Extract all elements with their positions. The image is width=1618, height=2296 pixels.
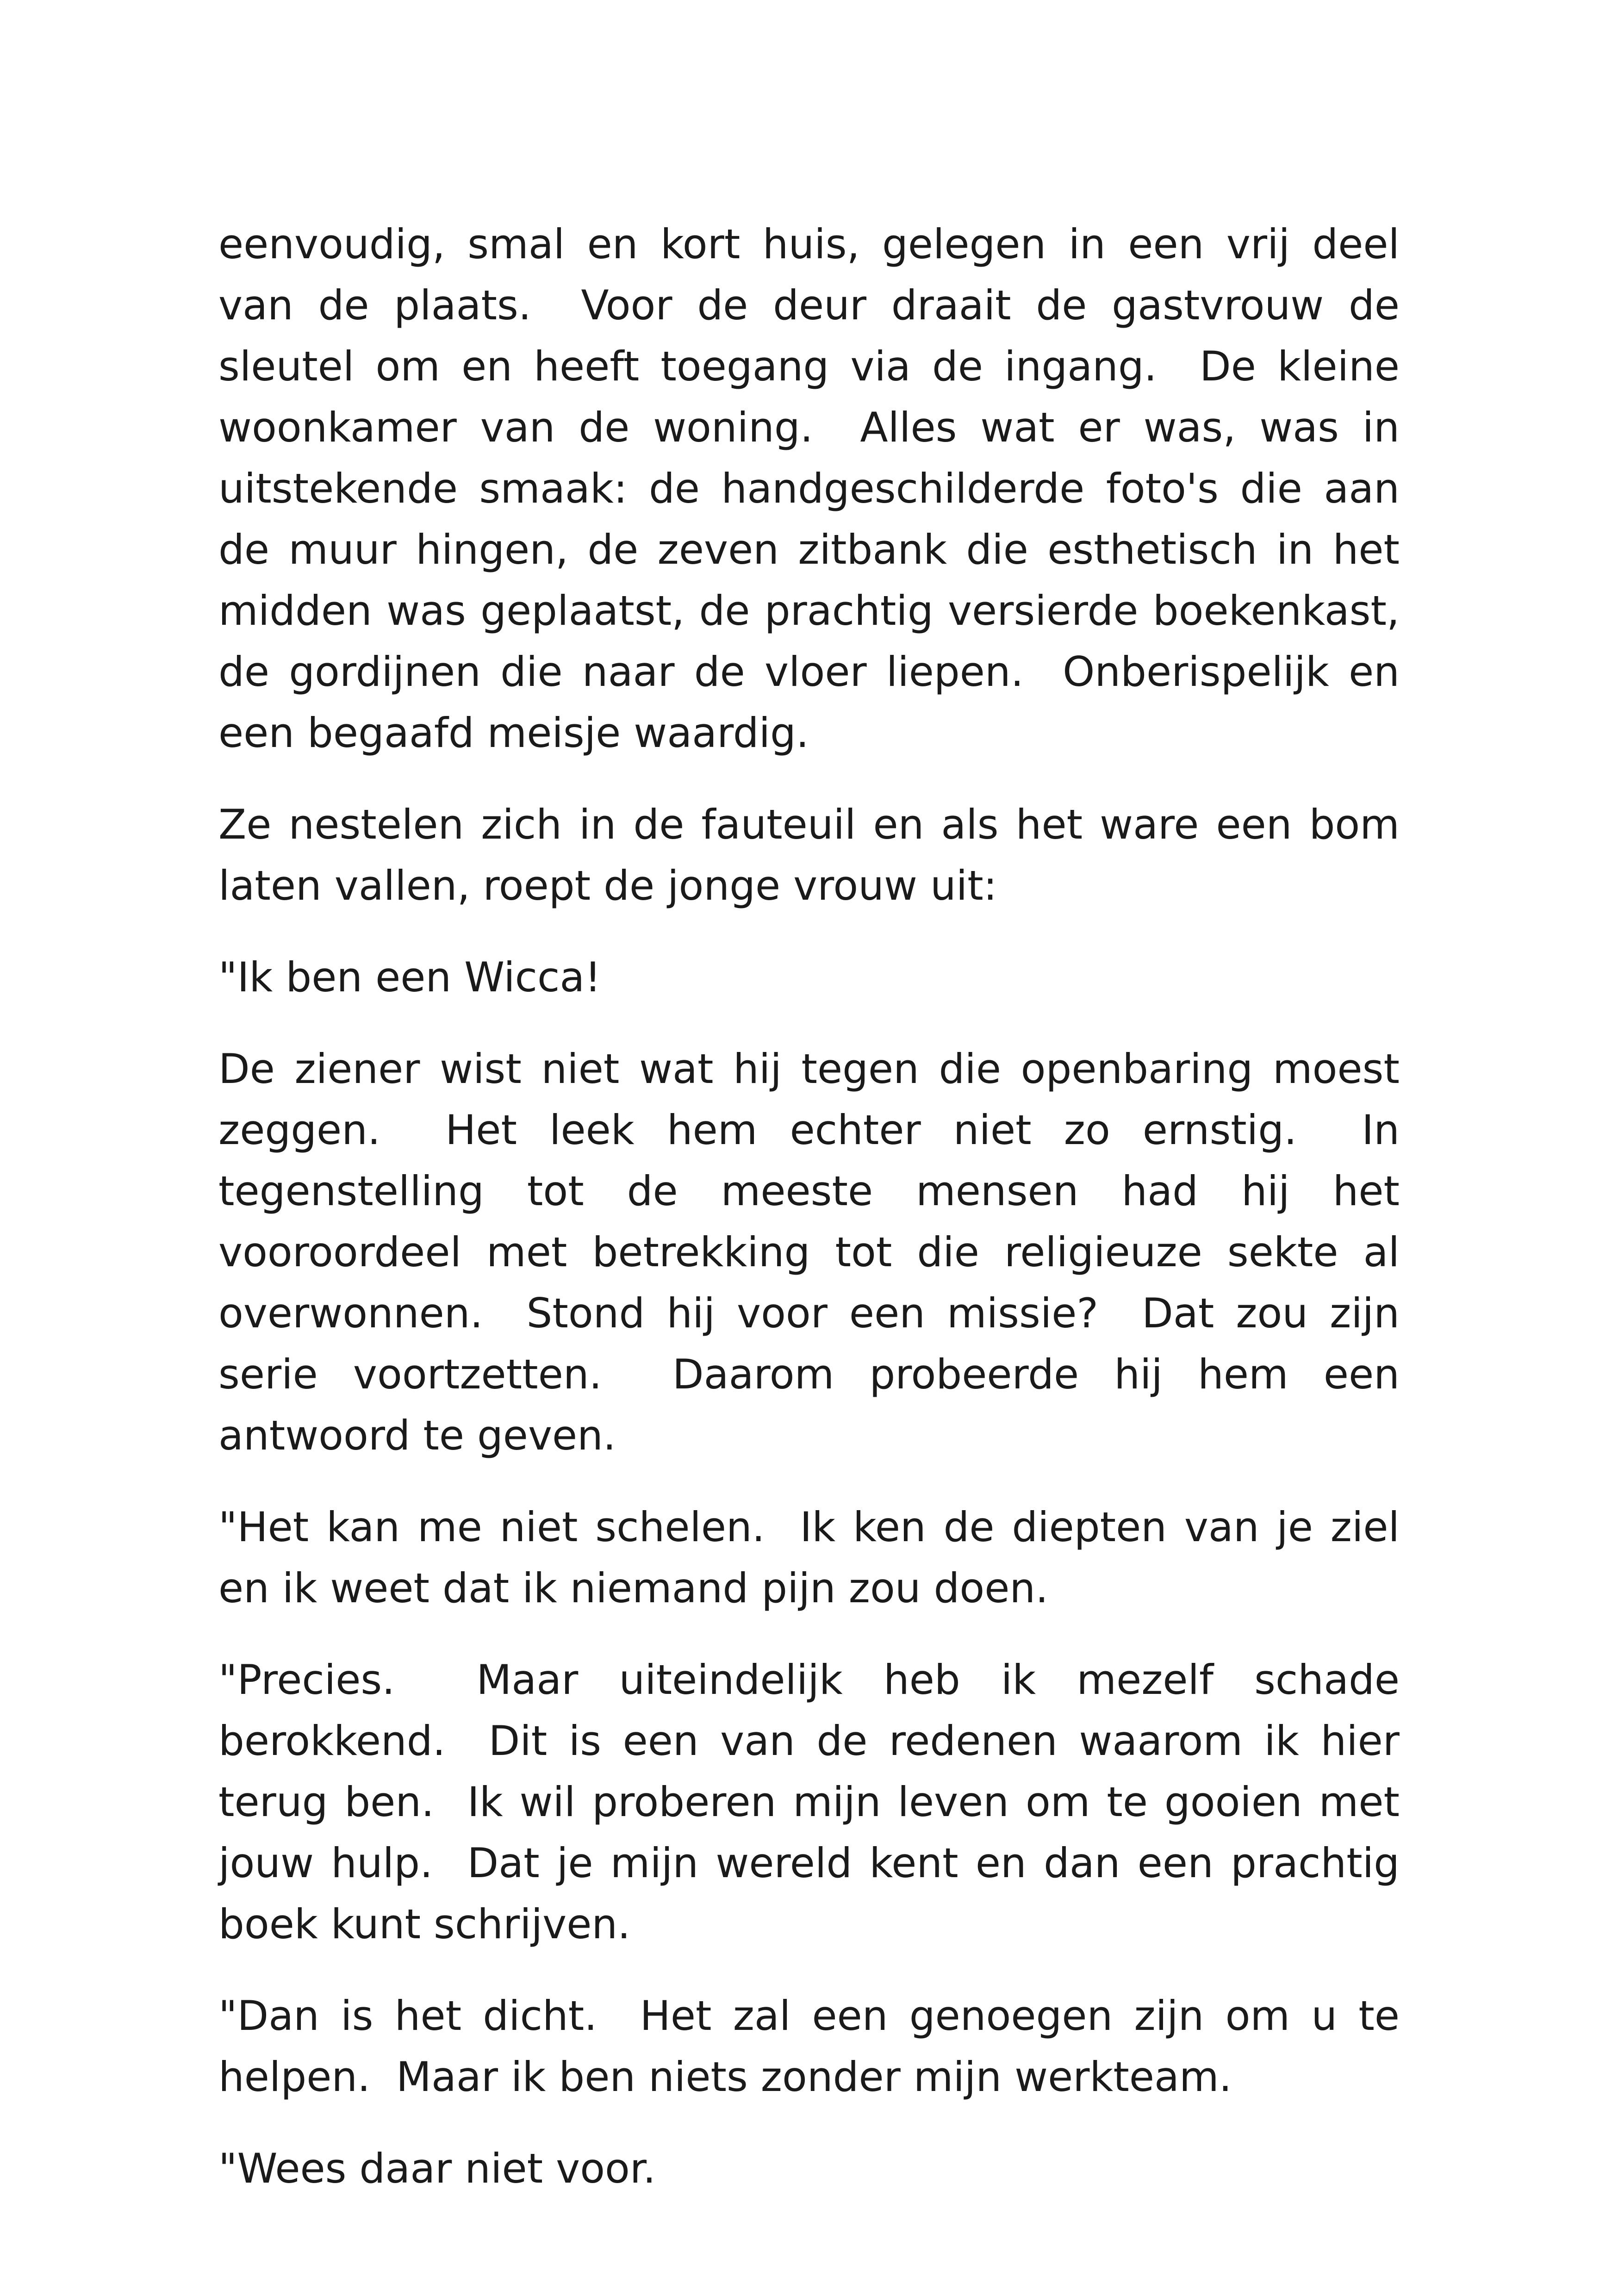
paragraph-precisely: "Precies. Maar uiteindelijk heb ik mezelf schade berokkend. Dit is een van de redenen waarom ik hier terug ben. Ik wil proberen mijn leven om te gooien met jouw hulp. Dat je mijn wereld kent en dan een prachtig boek kunt schrijven. <box>218 1656 1413 1948</box>
paragraph-dont-care: "Het kan me niet schelen. Ik ken de diepten van je ziel en ik weet dat ik niemand pijn zou doen. <box>218 1503 1413 1612</box>
paragraph-house-description: eenvoudig, smal en kort huis, gelegen in een vrij deel van de plaats. Voor de deur draait de gastvrouw de sleutel om en heeft toegang via de ingang. De kleine woonkamer van de woning. Alles wat er was, was in uitstekende smaak: de handgeschilderde foto's die aan de muur hingen, de zeven zitbank die esthetisch in het midden was geplaatst, de prachtig versierde boekenkast, de gordijnen die naar de vloer liepen. Onberispelijk en een begaafd meisje waardig. <box>218 220 1413 757</box>
paragraph-dont-worry: "Wees daar niet voor. <box>218 2145 656 2192</box>
paragraph-nestle: Ze nestelen zich in de fauteuil en als het ware een bom laten vallen, roept de jonge vrouw uit: <box>218 801 1413 909</box>
paragraph-closed: "Dan is het dicht. Het zal een genoegen zijn om u te helpen. Maar ik ben niets zonder mijn werkteam. <box>218 1992 1413 2101</box>
paragraph-wicca: "Ik ben een Wicca! <box>218 953 601 1001</box>
paragraph-seer: De ziener wist niet wat hij tegen die openbaring moest zeggen. Het leek hem echter niet zo ernstig. In tegenstelling tot de meeste mensen had hij het vooroordeel met betrekking tot die religieuze sekte al overwonnen. Stond hij voor een missie? Dat zou zijn serie voortzetten. Daarom probeerde hij hem een antwoord te geven. <box>218 1045 1413 1459</box>
body-text <box>218 214 1413 2230</box>
